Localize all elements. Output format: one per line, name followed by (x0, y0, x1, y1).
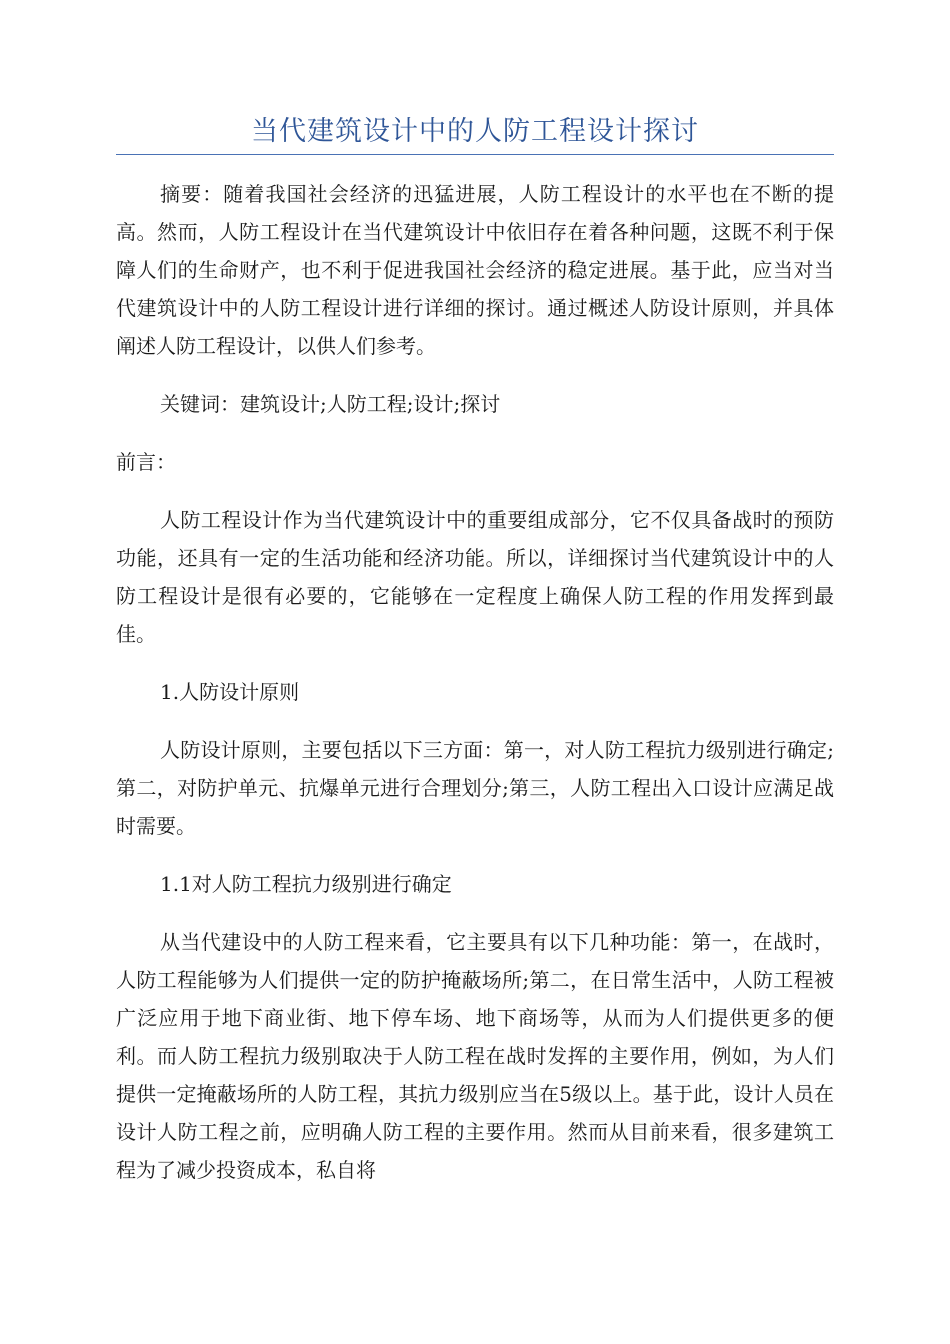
document-title: 当代建筑设计中的人防工程设计探讨 (251, 116, 699, 147)
section-1-paragraph: 人防设计原则，主要包括以下三方面：第一，对人防工程抗力级别进行确定;第二，对防护单元、抗爆单元进行合理划分;第三，人防工程出入口设计应满足战时需要。 (116, 738, 834, 838)
preface-paragraph: 人防工程设计作为当代建筑设计中的重要组成部分，它不仅具备战时的预防功能，还具有一定的生活功能和经济功能。所以，详细探讨当代建筑设计中的人防工程设计是很有必要的，它能够在一定程度上确保人防工程的作用发挥到最佳。 (116, 508, 834, 646)
document-body (116, 175, 834, 1209)
title-underline (116, 154, 834, 155)
section-1-heading: 1.人防设计原则 (160, 680, 300, 704)
section-1-1-paragraph: 从当代建设中的人防工程来看，它主要具有以下几种功能：第一，在战时，人防工程能够为人们提供一定的防护掩蔽场所;第二，在日常生活中，人防工程被广泛应用于地下商业街、地下停车场、地下商场等，从而为人们提供更多的便利。而人防工程抗力级别取决于人防工程在战时发挥的主要作用，例如，为人们提供一定掩蔽场所的人防工程，其抗力级别应当在5级以上。基于此，设计人员在设计人防工程之前，应明确人防工程的主要作用。然而从目前来看，很多建筑工程为了减少投资成本，私自将 (116, 930, 834, 1182)
abstract-paragraph: 摘要：随着我国社会经济的迅猛进展，人防工程设计的水平也在不断的提高。然而，人防工程设计在当代建筑设计中依旧存在着各种问题，这既不利于保障人们的生命财产，也不利于促进我国社会经济的稳定进展。基于此，应当对当代建筑设计中的人防工程设计进行详细的探讨。通过概述人防设计原则，并具体阐述人防工程设计，以供人们参考。 (116, 182, 834, 358)
preface-label: 前言： (116, 450, 176, 474)
section-1-1-heading: 1.1对人防工程抗力级别进行确定 (160, 872, 452, 896)
keywords-paragraph: 关键词：建筑设计;人防工程;设计;探讨 (160, 392, 501, 416)
